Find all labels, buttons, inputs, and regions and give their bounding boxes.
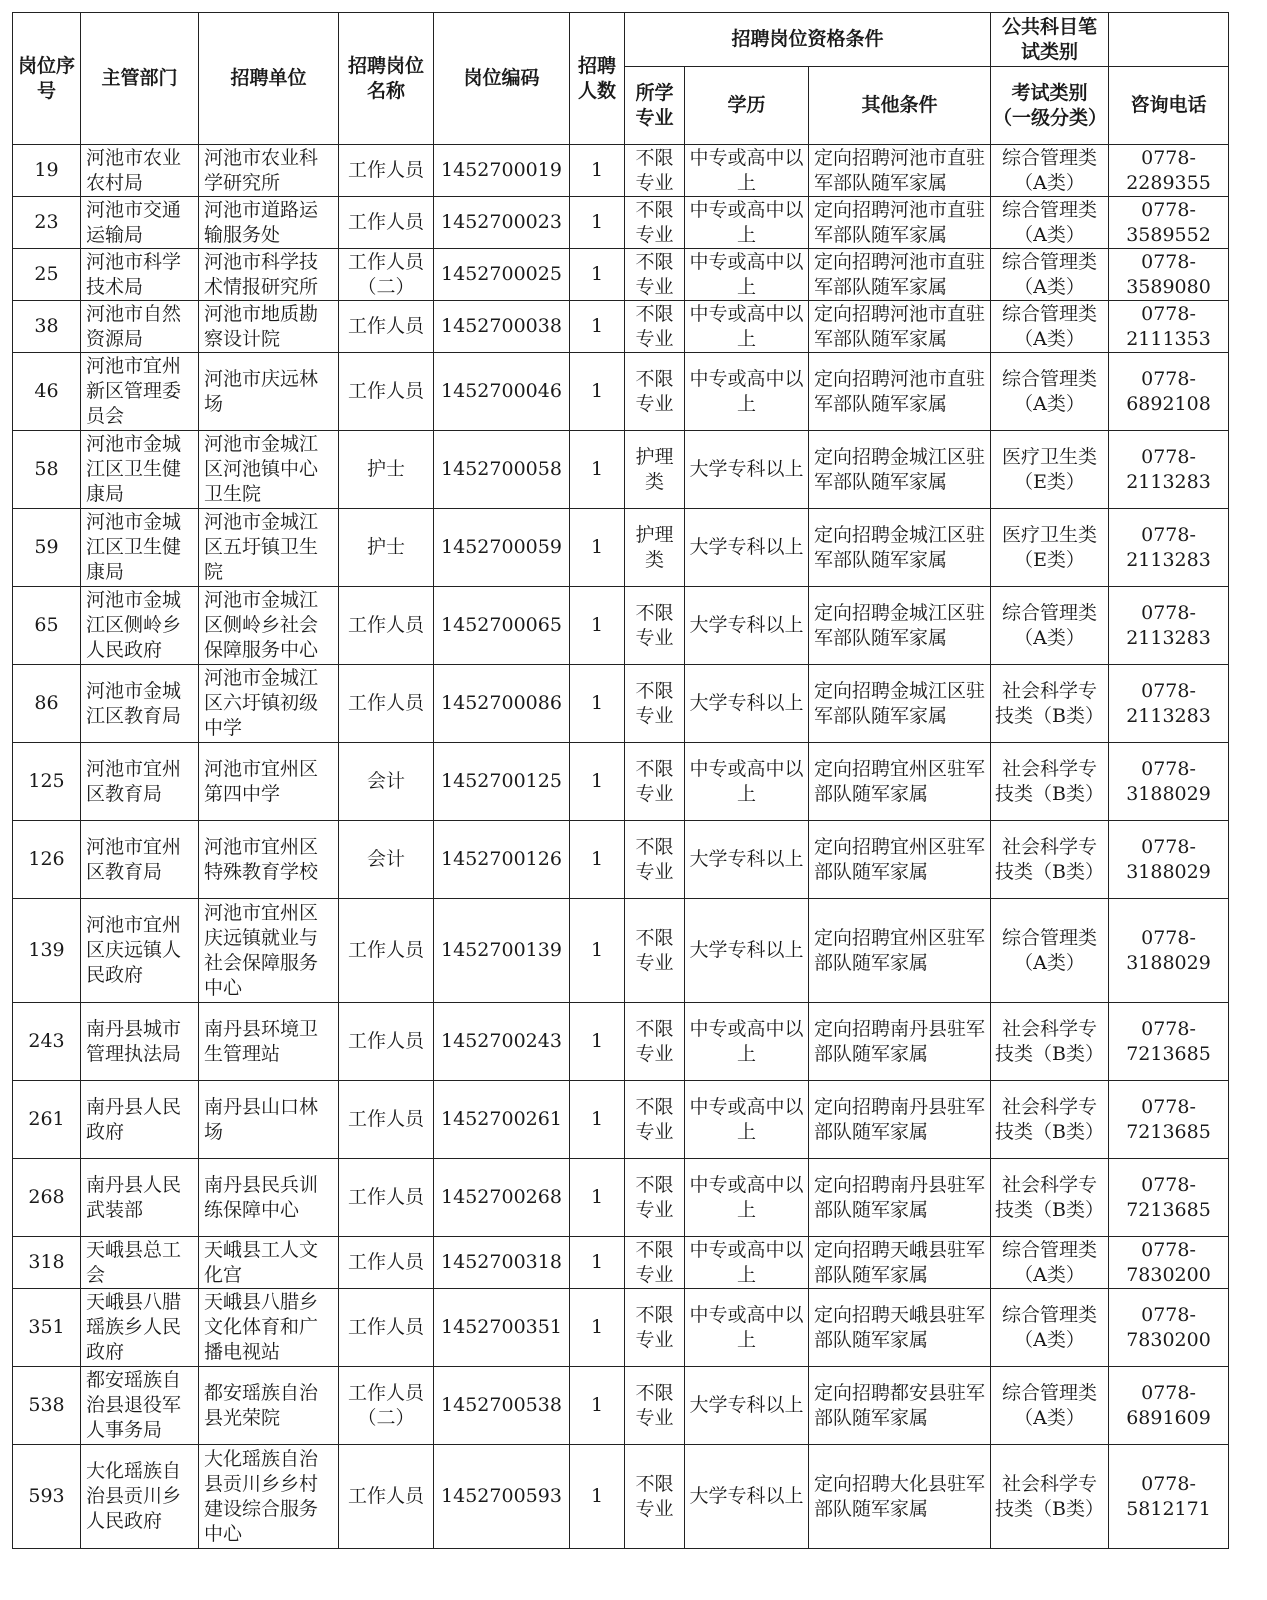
- cell-major: 不限专业: [625, 145, 685, 197]
- cell-other-conditions: 定向招聘都安县驻军部队随军家属: [809, 1367, 991, 1445]
- cell-post: 工作人员: [339, 1003, 434, 1081]
- cell-exam-type: 社会科学专技类（B类）: [991, 665, 1109, 743]
- cell-dept: 河池市宜州区教育局: [81, 821, 199, 899]
- cell-phone: 0778-7830200: [1109, 1237, 1229, 1289]
- cell-major: 不限专业: [625, 1367, 685, 1445]
- cell-unit: 河池市金城江区河池镇中心卫生院: [199, 431, 339, 509]
- cell-code: 1452700046: [434, 353, 570, 431]
- cell-other-conditions: 定向招聘南丹县驻军部队随军家属: [809, 1081, 991, 1159]
- cell-post: 工作人员: [339, 1159, 434, 1237]
- cell-exam-type: 社会科学专技类（B类）: [991, 821, 1109, 899]
- table-row: [13, 431, 1229, 509]
- cell-code: 1452700065: [434, 587, 570, 665]
- table-row: [13, 1289, 1229, 1367]
- cell-count: 1: [570, 1003, 625, 1081]
- cell-other-conditions: 定向招聘天峨县驻军部队随军家属: [809, 1289, 991, 1367]
- table-row: [13, 301, 1229, 353]
- cell-exam-type: 综合管理类（A类）: [991, 1237, 1109, 1289]
- table-row: [13, 145, 1229, 197]
- cell-phone: 0778-2289355: [1109, 145, 1229, 197]
- cell-unit: 天峨县八腊乡文化体育和广播电视站: [199, 1289, 339, 1367]
- cell-count: 1: [570, 249, 625, 301]
- cell-count: 1: [570, 665, 625, 743]
- cell-unit: 南丹县民兵训练保障中心: [199, 1159, 339, 1237]
- cell-unit: 南丹县环境卫生管理站: [199, 1003, 339, 1081]
- cell-education: 中专或高中以上: [685, 145, 809, 197]
- cell-education: 中专或高中以上: [685, 249, 809, 301]
- cell-unit: 河池市金城江区侧岭乡社会保障服务中心: [199, 587, 339, 665]
- cell-dept: 都安瑶族自治县退役军人事务局: [81, 1367, 199, 1445]
- cell-phone: 0778-2111353: [1109, 301, 1229, 353]
- cell-education: 中专或高中以上: [685, 301, 809, 353]
- cell-dept: 河池市宜州区教育局: [81, 743, 199, 821]
- cell-major: 不限专业: [625, 1445, 685, 1549]
- cell-count: 1: [570, 1367, 625, 1445]
- cell-dept: 河池市科学技术局: [81, 249, 199, 301]
- cell-education: 大学专科以上: [685, 821, 809, 899]
- cell-post: 工作人员: [339, 899, 434, 1003]
- cell-count: 1: [570, 431, 625, 509]
- cell-code: 1452700058: [434, 431, 570, 509]
- cell-exam-type: 综合管理类（A类）: [991, 1289, 1109, 1367]
- cell-unit: 河池市金城江区五圩镇卫生院: [199, 509, 339, 587]
- cell-other-conditions: 定向招聘宜州区驻军部队随军家属: [809, 821, 991, 899]
- cell-phone: 0778-2113283: [1109, 509, 1229, 587]
- cell-seq: 59: [13, 509, 81, 587]
- cell-education: 大学专科以上: [685, 431, 809, 509]
- cell-major: 不限专业: [625, 899, 685, 1003]
- table-row: [13, 1159, 1229, 1237]
- cell-unit: 河池市庆远林场: [199, 353, 339, 431]
- cell-dept: 南丹县人民武装部: [81, 1159, 199, 1237]
- header-exam-group: 公共科目笔试类别: [991, 13, 1109, 67]
- cell-phone: 0778-7213685: [1109, 1159, 1229, 1237]
- cell-major: 不限专业: [625, 743, 685, 821]
- table-row: [13, 587, 1229, 665]
- cell-exam-type: 综合管理类（A类）: [991, 899, 1109, 1003]
- cell-education: 中专或高中以上: [685, 743, 809, 821]
- cell-exam-type: 综合管理类（A类）: [991, 197, 1109, 249]
- cell-dept: 天峨县八腊瑶族乡人民政府: [81, 1289, 199, 1367]
- cell-code: 1452700126: [434, 821, 570, 899]
- cell-other-conditions: 定向招聘南丹县驻军部队随军家属: [809, 1003, 991, 1081]
- cell-phone: 0778-6891609: [1109, 1367, 1229, 1445]
- cell-dept: 南丹县城市管理执法局: [81, 1003, 199, 1081]
- cell-exam-type: 综合管理类（A类）: [991, 1367, 1109, 1445]
- cell-dept: 南丹县人民政府: [81, 1081, 199, 1159]
- cell-post: 工作人员: [339, 197, 434, 249]
- cell-phone: 0778-2113283: [1109, 587, 1229, 665]
- cell-count: 1: [570, 1289, 625, 1367]
- cell-unit: 都安瑶族自治县光荣院: [199, 1367, 339, 1445]
- cell-phone: 0778-3188029: [1109, 743, 1229, 821]
- cell-post: 工作人员: [339, 1237, 434, 1289]
- cell-dept: 河池市金城江区侧岭乡人民政府: [81, 587, 199, 665]
- cell-exam-type: 社会科学专技类（B类）: [991, 1445, 1109, 1549]
- cell-exam-type: 社会科学专技类（B类）: [991, 1003, 1109, 1081]
- cell-seq: 351: [13, 1289, 81, 1367]
- cell-seq: 86: [13, 665, 81, 743]
- cell-seq: 23: [13, 197, 81, 249]
- cell-education: 中专或高中以上: [685, 1289, 809, 1367]
- header-exam-type: 考试类别（一级分类）: [991, 67, 1109, 145]
- cell-seq: 538: [13, 1367, 81, 1445]
- cell-other-conditions: 定向招聘宜州区驻军部队随军家属: [809, 899, 991, 1003]
- header-qualification-group: 招聘岗位资格条件: [625, 13, 991, 67]
- cell-education: 大学专科以上: [685, 665, 809, 743]
- cell-other-conditions: 定向招聘河池市直驻军部队随军家属: [809, 353, 991, 431]
- cell-count: 1: [570, 301, 625, 353]
- cell-exam-type: 社会科学专技类（B类）: [991, 1159, 1109, 1237]
- cell-exam-type: 社会科学专技类（B类）: [991, 743, 1109, 821]
- cell-major: 不限专业: [625, 587, 685, 665]
- cell-phone: 0778-7213685: [1109, 1081, 1229, 1159]
- cell-dept: 大化瑶族自治县贡川乡人民政府: [81, 1445, 199, 1549]
- cell-major: 不限专业: [625, 1003, 685, 1081]
- header-phone: 咨询电话: [1109, 67, 1229, 145]
- cell-phone: 0778-2113283: [1109, 665, 1229, 743]
- cell-post: 工作人员（二）: [339, 249, 434, 301]
- cell-exam-type: 综合管理类（A类）: [991, 145, 1109, 197]
- header-major: 所学专业: [625, 67, 685, 145]
- table-row: [13, 665, 1229, 743]
- recruitment-table: [12, 12, 1229, 1549]
- cell-post: 工作人员: [339, 145, 434, 197]
- cell-major: 不限专业: [625, 1159, 685, 1237]
- table-row: [13, 821, 1229, 899]
- cell-education: 大学专科以上: [685, 509, 809, 587]
- cell-phone: 0778-6892108: [1109, 353, 1229, 431]
- cell-major: 不限专业: [625, 665, 685, 743]
- table-body: [13, 145, 1229, 1549]
- cell-unit: 河池市地质勘察设计院: [199, 301, 339, 353]
- header-code: 岗位编码: [434, 13, 570, 145]
- cell-other-conditions: 定向招聘大化县驻军部队随军家属: [809, 1445, 991, 1549]
- cell-major: 不限专业: [625, 249, 685, 301]
- table-row: [13, 197, 1229, 249]
- header-post: 招聘岗位名称: [339, 13, 434, 145]
- cell-code: 1452700268: [434, 1159, 570, 1237]
- cell-post: 工作人员: [339, 587, 434, 665]
- cell-count: 1: [570, 587, 625, 665]
- cell-unit: 天峨县工人文化宫: [199, 1237, 339, 1289]
- cell-dept: 河池市交通运输局: [81, 197, 199, 249]
- cell-education: 中专或高中以上: [685, 1081, 809, 1159]
- cell-post: 护士: [339, 509, 434, 587]
- cell-code: 1452700261: [434, 1081, 570, 1159]
- cell-phone: 0778-2113283: [1109, 431, 1229, 509]
- cell-unit: 河池市宜州区第四中学: [199, 743, 339, 821]
- cell-major: 护理类: [625, 431, 685, 509]
- cell-seq: 593: [13, 1445, 81, 1549]
- cell-other-conditions: 定向招聘河池市直驻军部队随军家属: [809, 197, 991, 249]
- cell-code: 1452700059: [434, 509, 570, 587]
- cell-education: 中专或高中以上: [685, 1237, 809, 1289]
- cell-exam-type: 综合管理类（A类）: [991, 249, 1109, 301]
- cell-code: 1452700538: [434, 1367, 570, 1445]
- cell-phone: 0778-3188029: [1109, 899, 1229, 1003]
- cell-code: 1452700023: [434, 197, 570, 249]
- cell-other-conditions: 定向招聘河池市直驻军部队随军家属: [809, 249, 991, 301]
- cell-post: 工作人员: [339, 301, 434, 353]
- cell-seq: 58: [13, 431, 81, 509]
- cell-seq: 139: [13, 899, 81, 1003]
- cell-phone: 0778-3188029: [1109, 821, 1229, 899]
- cell-count: 1: [570, 743, 625, 821]
- cell-code: 1452700019: [434, 145, 570, 197]
- cell-code: 1452700139: [434, 899, 570, 1003]
- cell-unit: 河池市科学技术情报研究所: [199, 249, 339, 301]
- table-row: [13, 1081, 1229, 1159]
- cell-education: 大学专科以上: [685, 899, 809, 1003]
- cell-other-conditions: 定向招聘河池市直驻军部队随军家属: [809, 145, 991, 197]
- cell-count: 1: [570, 509, 625, 587]
- table-row: [13, 743, 1229, 821]
- cell-seq: 19: [13, 145, 81, 197]
- header-count: 招聘人数: [570, 13, 625, 145]
- cell-seq: 261: [13, 1081, 81, 1159]
- cell-code: 1452700038: [434, 301, 570, 353]
- cell-major: 不限专业: [625, 353, 685, 431]
- cell-post: 工作人员: [339, 1445, 434, 1549]
- header-blank: [1109, 13, 1229, 67]
- header-education: 学历: [685, 67, 809, 145]
- cell-other-conditions: 定向招聘天峨县驻军部队随军家属: [809, 1237, 991, 1289]
- cell-seq: 243: [13, 1003, 81, 1081]
- cell-phone: 0778-3589080: [1109, 249, 1229, 301]
- cell-code: 1452700025: [434, 249, 570, 301]
- cell-other-conditions: 定向招聘金城江区驻军部队随军家属: [809, 587, 991, 665]
- cell-seq: 125: [13, 743, 81, 821]
- cell-count: 1: [570, 1445, 625, 1549]
- cell-unit: 河池市道路运输服务处: [199, 197, 339, 249]
- cell-exam-type: 医疗卫生类（E类）: [991, 509, 1109, 587]
- table-row: [13, 1367, 1229, 1445]
- cell-seq: 38: [13, 301, 81, 353]
- cell-code: 1452700243: [434, 1003, 570, 1081]
- table-row: [13, 509, 1229, 587]
- cell-seq: 318: [13, 1237, 81, 1289]
- header-unit: 招聘单位: [199, 13, 339, 145]
- cell-code: 1452700125: [434, 743, 570, 821]
- cell-education: 中专或高中以上: [685, 353, 809, 431]
- cell-other-conditions: 定向招聘金城江区驻军部队随军家属: [809, 665, 991, 743]
- cell-dept: 河池市金城江区教育局: [81, 665, 199, 743]
- cell-post: 会计: [339, 821, 434, 899]
- cell-dept: 河池市金城江区卫生健康局: [81, 431, 199, 509]
- cell-count: 1: [570, 145, 625, 197]
- cell-unit: 河池市宜州区庆远镇就业与社会保障服务中心: [199, 899, 339, 1003]
- cell-post: 护士: [339, 431, 434, 509]
- cell-seq: 126: [13, 821, 81, 899]
- cell-other-conditions: 定向招聘金城江区驻军部队随军家属: [809, 431, 991, 509]
- cell-count: 1: [570, 1159, 625, 1237]
- cell-count: 1: [570, 899, 625, 1003]
- cell-unit: 河池市农业科学研究所: [199, 145, 339, 197]
- cell-seq: 268: [13, 1159, 81, 1237]
- cell-phone: 0778-5812171: [1109, 1445, 1229, 1549]
- cell-other-conditions: 定向招聘金城江区驻军部队随军家属: [809, 509, 991, 587]
- cell-dept: 河池市宜州区庆远镇人民政府: [81, 899, 199, 1003]
- cell-education: 大学专科以上: [685, 587, 809, 665]
- cell-dept: 河池市自然资源局: [81, 301, 199, 353]
- cell-post: 工作人员: [339, 1289, 434, 1367]
- cell-exam-type: 综合管理类（A类）: [991, 353, 1109, 431]
- cell-count: 1: [570, 197, 625, 249]
- cell-education: 大学专科以上: [685, 1367, 809, 1445]
- cell-post: 会计: [339, 743, 434, 821]
- cell-other-conditions: 定向招聘宜州区驻军部队随军家属: [809, 743, 991, 821]
- cell-count: 1: [570, 1081, 625, 1159]
- cell-count: 1: [570, 1237, 625, 1289]
- table-row: [13, 899, 1229, 1003]
- cell-code: 1452700593: [434, 1445, 570, 1549]
- table-row: [13, 353, 1229, 431]
- cell-education: 中专或高中以上: [685, 1159, 809, 1237]
- cell-other-conditions: 定向招聘河池市直驻军部队随军家属: [809, 301, 991, 353]
- cell-exam-type: 综合管理类（A类）: [991, 587, 1109, 665]
- cell-unit: 大化瑶族自治县贡川乡乡村建设综合服务中心: [199, 1445, 339, 1549]
- cell-unit: 河池市宜州区特殊教育学校: [199, 821, 339, 899]
- cell-seq: 46: [13, 353, 81, 431]
- cell-major: 不限专业: [625, 1081, 685, 1159]
- cell-exam-type: 社会科学专技类（B类）: [991, 1081, 1109, 1159]
- cell-dept: 河池市宜州新区管理委员会: [81, 353, 199, 431]
- cell-seq: 25: [13, 249, 81, 301]
- cell-post: 工作人员: [339, 1081, 434, 1159]
- cell-unit: 南丹县山口林场: [199, 1081, 339, 1159]
- header-seq: 岗位序号: [13, 13, 81, 145]
- table-row: [13, 1003, 1229, 1081]
- cell-code: 1452700351: [434, 1289, 570, 1367]
- cell-major: 不限专业: [625, 301, 685, 353]
- cell-count: 1: [570, 353, 625, 431]
- cell-phone: 0778-3589552: [1109, 197, 1229, 249]
- cell-post: 工作人员: [339, 665, 434, 743]
- header-other-conditions: 其他条件: [809, 67, 991, 145]
- cell-education: 中专或高中以上: [685, 1003, 809, 1081]
- cell-seq: 65: [13, 587, 81, 665]
- cell-post: 工作人员（二）: [339, 1367, 434, 1445]
- cell-education: 中专或高中以上: [685, 197, 809, 249]
- cell-education: 大学专科以上: [685, 1445, 809, 1549]
- table-row: [13, 1445, 1229, 1549]
- header-dept: 主管部门: [81, 13, 199, 145]
- cell-major: 不限专业: [625, 1237, 685, 1289]
- cell-phone: 0778-7830200: [1109, 1289, 1229, 1367]
- cell-phone: 0778-7213685: [1109, 1003, 1229, 1081]
- cell-exam-type: 医疗卫生类（E类）: [991, 431, 1109, 509]
- cell-unit: 河池市金城江区六圩镇初级中学: [199, 665, 339, 743]
- table-row: [13, 249, 1229, 301]
- cell-other-conditions: 定向招聘南丹县驻军部队随军家属: [809, 1159, 991, 1237]
- cell-count: 1: [570, 821, 625, 899]
- cell-major: 护理类: [625, 509, 685, 587]
- cell-code: 1452700086: [434, 665, 570, 743]
- cell-major: 不限专业: [625, 1289, 685, 1367]
- cell-major: 不限专业: [625, 821, 685, 899]
- cell-dept: 河池市农业农村局: [81, 145, 199, 197]
- table-row: [13, 1237, 1229, 1289]
- cell-major: 不限专业: [625, 197, 685, 249]
- cell-exam-type: 综合管理类（A类）: [991, 301, 1109, 353]
- cell-post: 工作人员: [339, 353, 434, 431]
- cell-dept: 河池市金城江区卫生健康局: [81, 509, 199, 587]
- cell-code: 1452700318: [434, 1237, 570, 1289]
- cell-dept: 天峨县总工会: [81, 1237, 199, 1289]
